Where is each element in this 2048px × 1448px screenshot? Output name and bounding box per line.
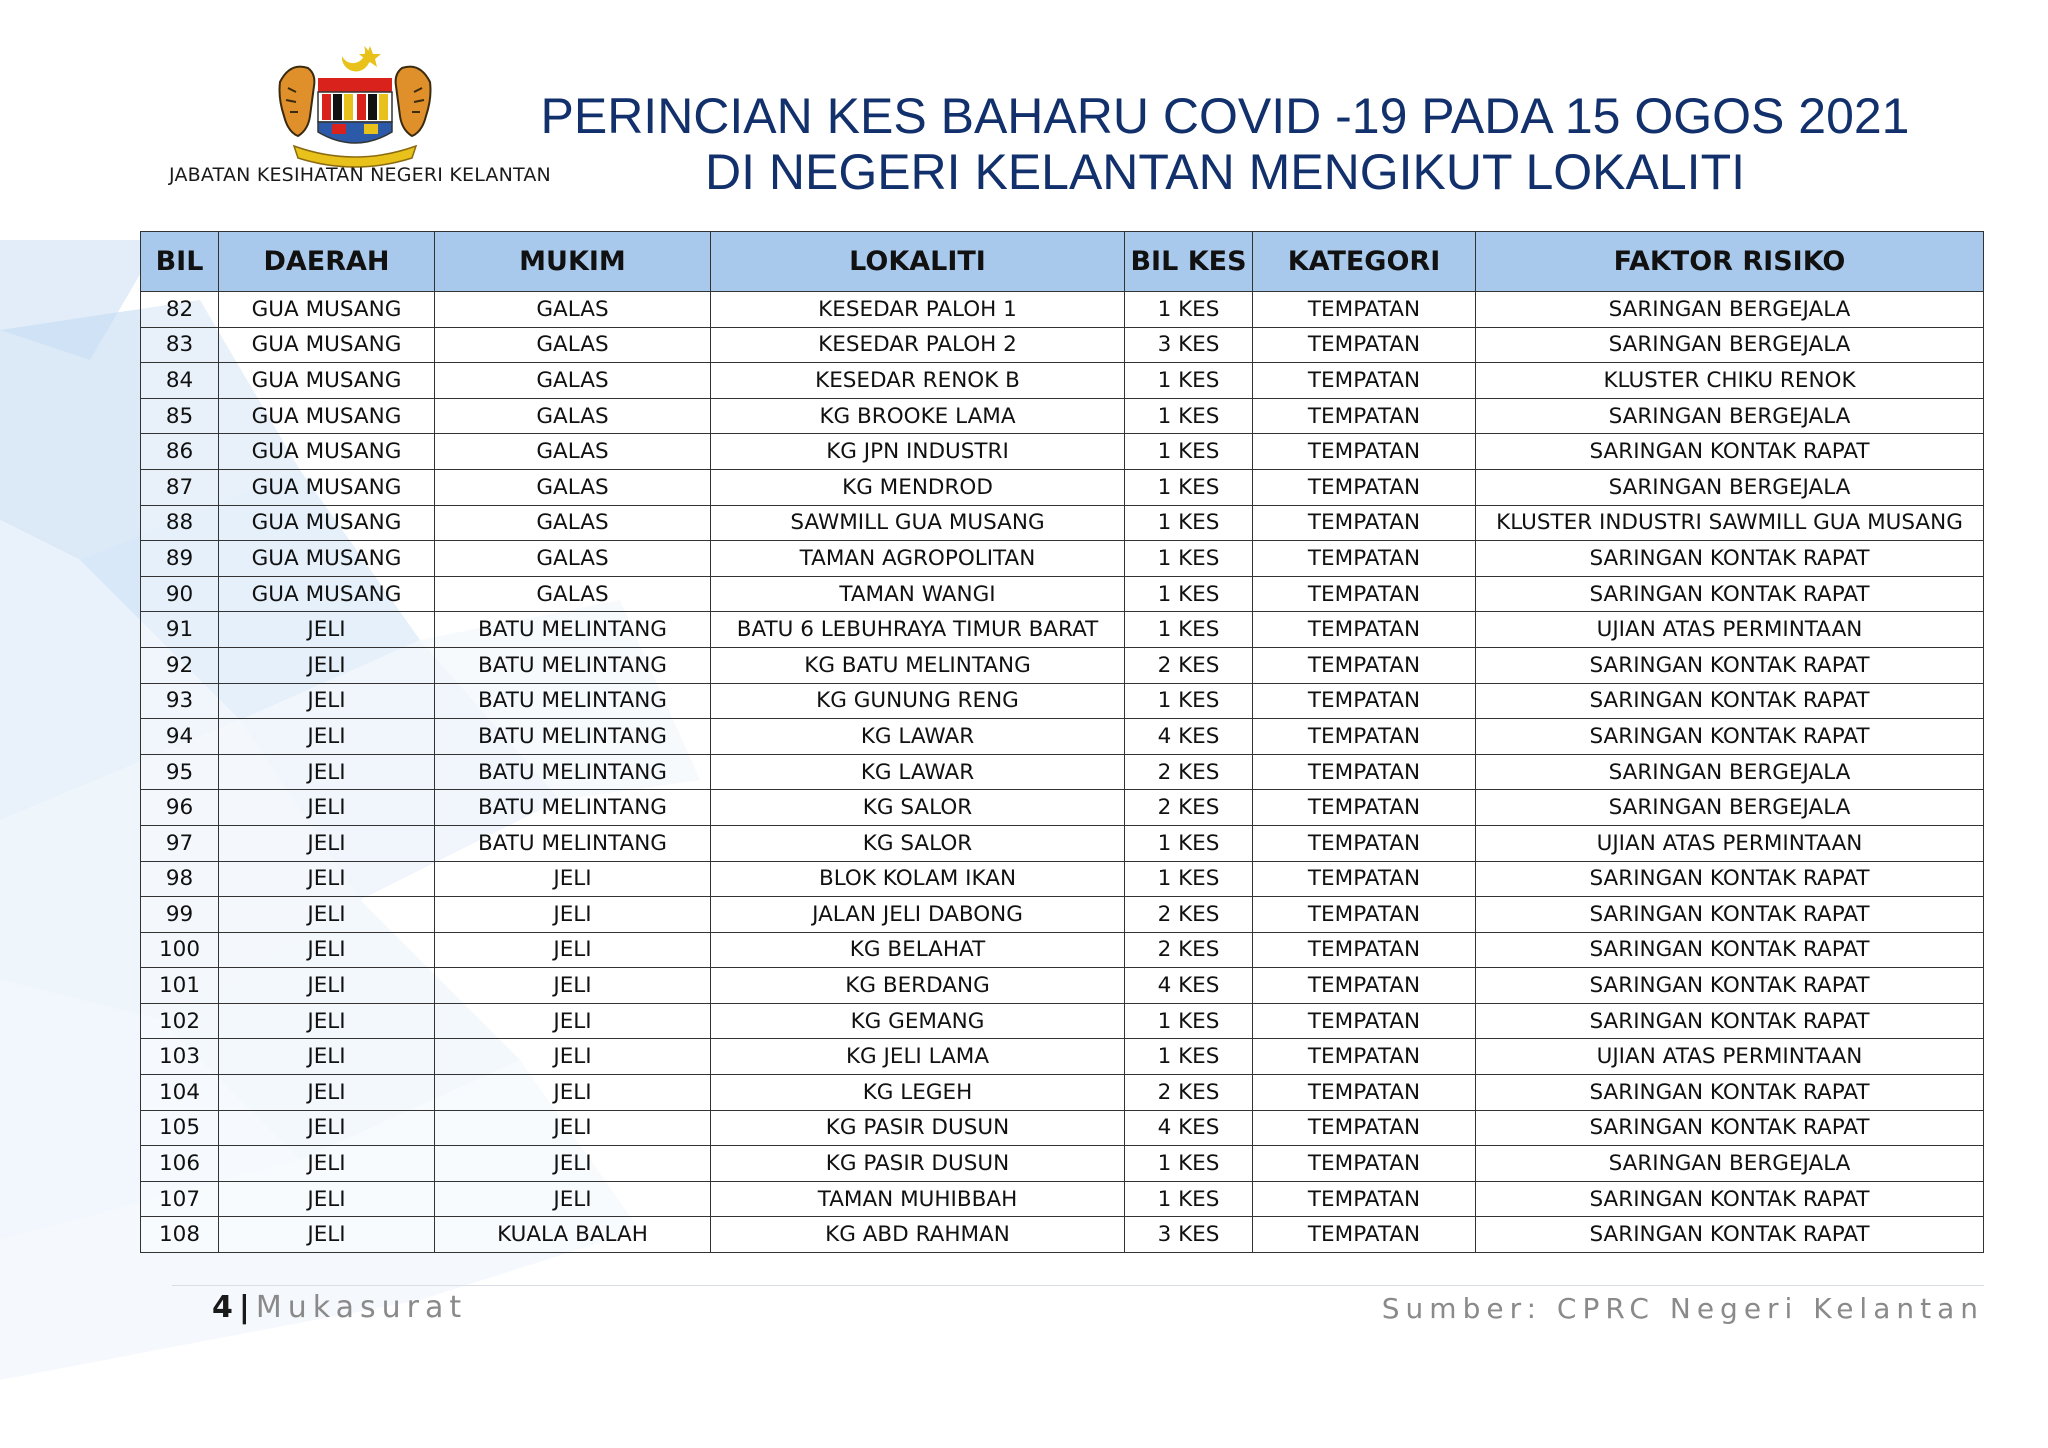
footer-divider (172, 1285, 1984, 1286)
cell-mukim: GALAS (435, 292, 711, 328)
cell-kategori: TEMPATAN (1253, 1003, 1476, 1039)
cell-bil: 89 (141, 541, 219, 577)
cell-bil-kes: 1 KES (1125, 469, 1253, 505)
table-row (141, 469, 1984, 505)
header-bil-kes: BIL KES (1125, 232, 1253, 292)
cell-kategori: TEMPATAN (1253, 825, 1476, 861)
source-credit: Sumber: CPRC Negeri Kelantan (1381, 1292, 1984, 1325)
cell-mukim: BATU MELINTANG (435, 647, 711, 683)
cell-daerah: JELI (219, 1003, 435, 1039)
table-row (141, 434, 1984, 470)
table-row (141, 825, 1984, 861)
cell-kategori: TEMPATAN (1253, 861, 1476, 897)
cell-bil: 99 (141, 897, 219, 933)
cell-lokaliti: KG SALOR (711, 825, 1125, 861)
header-kategori: KATEGORI (1253, 232, 1476, 292)
page-title (540, 88, 1910, 200)
cell-lokaliti: KG MENDROD (711, 469, 1125, 505)
cell-lokaliti: KG LAWAR (711, 719, 1125, 755)
cell-faktor-risiko: SARINGAN KONTAK RAPAT (1476, 434, 1984, 470)
cell-lokaliti: KESEDAR RENOK B (711, 363, 1125, 399)
cell-bil-kes: 2 KES (1125, 790, 1253, 826)
cell-faktor-risiko: SARINGAN KONTAK RAPAT (1476, 897, 1984, 933)
cell-bil-kes: 2 KES (1125, 932, 1253, 968)
cell-bil: 94 (141, 719, 219, 755)
cell-bil-kes: 1 KES (1125, 363, 1253, 399)
table-row (141, 1003, 1984, 1039)
cell-faktor-risiko: SARINGAN KONTAK RAPAT (1476, 1110, 1984, 1146)
cell-bil: 83 (141, 327, 219, 363)
page-label: Mukasurat (255, 1290, 468, 1325)
table-row (141, 1181, 1984, 1217)
cell-mukim: GALAS (435, 363, 711, 399)
cell-faktor-risiko: SARINGAN BERGEJALA (1476, 292, 1984, 328)
cell-lokaliti: KG PASIR DUSUN (711, 1146, 1125, 1182)
cell-daerah: JELI (219, 1110, 435, 1146)
cell-daerah: JELI (219, 1181, 435, 1217)
cell-bil: 107 (141, 1181, 219, 1217)
cell-kategori: TEMPATAN (1253, 932, 1476, 968)
cell-mukim: BATU MELINTANG (435, 719, 711, 755)
cell-kategori: TEMPATAN (1253, 327, 1476, 363)
cell-mukim: JELI (435, 1039, 711, 1075)
cell-faktor-risiko: SARINGAN KONTAK RAPAT (1476, 861, 1984, 897)
cell-faktor-risiko: SARINGAN KONTAK RAPAT (1476, 1217, 1984, 1253)
cell-daerah: GUA MUSANG (219, 398, 435, 434)
cell-lokaliti: KG JPN INDUSTRI (711, 434, 1125, 470)
page-number (212, 1290, 467, 1325)
header-mukim: MUKIM (435, 232, 711, 292)
cell-faktor-risiko: SARINGAN KONTAK RAPAT (1476, 968, 1984, 1004)
cell-bil-kes: 4 KES (1125, 719, 1253, 755)
page-number-value: 4 (212, 1290, 233, 1325)
table-row (141, 398, 1984, 434)
cell-mukim: JELI (435, 1075, 711, 1111)
table-row (141, 683, 1984, 719)
header-daerah: DAERAH (219, 232, 435, 292)
cell-bil-kes: 1 KES (1125, 398, 1253, 434)
table-row (141, 719, 1984, 755)
cell-faktor-risiko: SARINGAN BERGEJALA (1476, 1146, 1984, 1182)
cell-kategori: TEMPATAN (1253, 647, 1476, 683)
cell-bil-kes: 2 KES (1125, 754, 1253, 790)
cell-bil: 102 (141, 1003, 219, 1039)
cell-daerah: JELI (219, 647, 435, 683)
table-row (141, 1217, 1984, 1253)
cell-daerah: JELI (219, 1039, 435, 1075)
cell-mukim: BATU MELINTANG (435, 754, 711, 790)
cell-bil: 96 (141, 790, 219, 826)
cell-kategori: TEMPATAN (1253, 292, 1476, 328)
cell-bil-kes: 1 KES (1125, 1146, 1253, 1182)
cell-bil: 106 (141, 1146, 219, 1182)
cell-kategori: TEMPATAN (1253, 1146, 1476, 1182)
cell-bil-kes: 1 KES (1125, 292, 1253, 328)
cell-bil-kes: 1 KES (1125, 683, 1253, 719)
cell-bil: 100 (141, 932, 219, 968)
cell-daerah: GUA MUSANG (219, 363, 435, 399)
cell-daerah: JELI (219, 612, 435, 648)
cell-mukim: JELI (435, 1110, 711, 1146)
cell-mukim: GALAS (435, 541, 711, 577)
cell-mukim: JELI (435, 968, 711, 1004)
table-row (141, 612, 1984, 648)
cell-faktor-risiko: SARINGAN KONTAK RAPAT (1476, 541, 1984, 577)
cell-lokaliti: KG LEGEH (711, 1075, 1125, 1111)
cell-faktor-risiko: SARINGAN KONTAK RAPAT (1476, 576, 1984, 612)
cell-bil-kes: 2 KES (1125, 1075, 1253, 1111)
cell-mukim: JELI (435, 897, 711, 933)
cell-bil-kes: 1 KES (1125, 505, 1253, 541)
cell-bil: 97 (141, 825, 219, 861)
cell-mukim: JELI (435, 861, 711, 897)
table-row (141, 292, 1984, 328)
cell-lokaliti: BLOK KOLAM IKAN (711, 861, 1125, 897)
cell-daerah: JELI (219, 1075, 435, 1111)
cell-mukim: BATU MELINTANG (435, 790, 711, 826)
cell-lokaliti: KESEDAR PALOH 1 (711, 292, 1125, 328)
cell-lokaliti: KESEDAR PALOH 2 (711, 327, 1125, 363)
cell-bil-kes: 1 KES (1125, 576, 1253, 612)
cell-bil: 105 (141, 1110, 219, 1146)
table-row (141, 1146, 1984, 1182)
cell-faktor-risiko: SARINGAN KONTAK RAPAT (1476, 1003, 1984, 1039)
table-row (141, 541, 1984, 577)
cell-kategori: TEMPATAN (1253, 1110, 1476, 1146)
table-row (141, 1039, 1984, 1075)
cell-bil: 93 (141, 683, 219, 719)
cell-lokaliti: TAMAN WANGI (711, 576, 1125, 612)
cell-mukim: KUALA BALAH (435, 1217, 711, 1253)
cell-faktor-risiko: SARINGAN KONTAK RAPAT (1476, 932, 1984, 968)
cell-bil: 86 (141, 434, 219, 470)
cell-daerah: GUA MUSANG (219, 327, 435, 363)
cell-mukim: GALAS (435, 398, 711, 434)
cell-kategori: TEMPATAN (1253, 1039, 1476, 1075)
cell-kategori: TEMPATAN (1253, 1217, 1476, 1253)
cell-mukim: BATU MELINTANG (435, 683, 711, 719)
cell-bil: 104 (141, 1075, 219, 1111)
cell-kategori: TEMPATAN (1253, 469, 1476, 505)
cell-bil-kes: 3 KES (1125, 327, 1253, 363)
cell-bil-kes: 1 KES (1125, 825, 1253, 861)
cell-faktor-risiko: KLUSTER INDUSTRI SAWMILL GUA MUSANG (1476, 505, 1984, 541)
cell-daerah: JELI (219, 825, 435, 861)
cell-faktor-risiko: KLUSTER CHIKU RENOK (1476, 363, 1984, 399)
cell-lokaliti: KG JELI LAMA (711, 1039, 1125, 1075)
cell-kategori: TEMPATAN (1253, 754, 1476, 790)
cell-lokaliti: KG BROOKE LAMA (711, 398, 1125, 434)
cell-bil-kes: 4 KES (1125, 1110, 1253, 1146)
cell-faktor-risiko: SARINGAN KONTAK RAPAT (1476, 647, 1984, 683)
cell-faktor-risiko: SARINGAN BERGEJALA (1476, 398, 1984, 434)
cell-kategori: TEMPATAN (1253, 1075, 1476, 1111)
cell-bil: 85 (141, 398, 219, 434)
cell-lokaliti: KG LAWAR (711, 754, 1125, 790)
cell-mukim: GALAS (435, 327, 711, 363)
table-row (141, 327, 1984, 363)
table-row (141, 932, 1984, 968)
cell-daerah: JELI (219, 754, 435, 790)
cell-bil-kes: 1 KES (1125, 434, 1253, 470)
cell-kategori: TEMPATAN (1253, 434, 1476, 470)
cell-bil: 88 (141, 505, 219, 541)
cell-kategori: TEMPATAN (1253, 968, 1476, 1004)
coat-of-arms-logo (270, 42, 440, 168)
cell-kategori: TEMPATAN (1253, 576, 1476, 612)
cell-faktor-risiko: SARINGAN KONTAK RAPAT (1476, 683, 1984, 719)
cell-lokaliti: JALAN JELI DABONG (711, 897, 1125, 933)
cell-daerah: GUA MUSANG (219, 576, 435, 612)
cell-lokaliti: KG BERDANG (711, 968, 1125, 1004)
cell-faktor-risiko: SARINGAN BERGEJALA (1476, 327, 1984, 363)
cell-bil-kes: 4 KES (1125, 968, 1253, 1004)
header-lokaliti: LOKALITI (711, 232, 1125, 292)
cell-daerah: GUA MUSANG (219, 434, 435, 470)
table-row (141, 505, 1984, 541)
cell-mukim: GALAS (435, 469, 711, 505)
cell-daerah: JELI (219, 897, 435, 933)
cell-daerah: GUA MUSANG (219, 541, 435, 577)
table-body (141, 292, 1984, 1253)
cell-mukim: JELI (435, 1003, 711, 1039)
cell-kategori: TEMPATAN (1253, 505, 1476, 541)
cell-bil-kes: 1 KES (1125, 861, 1253, 897)
cell-bil-kes: 1 KES (1125, 541, 1253, 577)
organization-name: JABATAN KESIHATAN NEGERI KELANTAN (169, 164, 551, 186)
table-row (141, 754, 1984, 790)
page-number-separator: | (238, 1290, 250, 1325)
table-row (141, 897, 1984, 933)
cell-daerah: JELI (219, 719, 435, 755)
cell-mukim: JELI (435, 1181, 711, 1217)
cell-lokaliti: KG BATU MELINTANG (711, 647, 1125, 683)
cell-kategori: TEMPATAN (1253, 363, 1476, 399)
cell-daerah: JELI (219, 683, 435, 719)
cell-bil: 92 (141, 647, 219, 683)
cell-mukim: GALAS (435, 434, 711, 470)
cell-lokaliti: KG BELAHAT (711, 932, 1125, 968)
cell-lokaliti: KG PASIR DUSUN (711, 1110, 1125, 1146)
table-row (141, 363, 1984, 399)
cell-bil-kes: 2 KES (1125, 647, 1253, 683)
cell-bil-kes: 1 KES (1125, 1039, 1253, 1075)
cell-kategori: TEMPATAN (1253, 612, 1476, 648)
cell-faktor-risiko: UJIAN ATAS PERMINTAAN (1476, 825, 1984, 861)
cell-lokaliti: KG GUNUNG RENG (711, 683, 1125, 719)
cell-mukim: GALAS (435, 576, 711, 612)
cell-mukim: BATU MELINTANG (435, 825, 711, 861)
cell-bil: 87 (141, 469, 219, 505)
cell-kategori: TEMPATAN (1253, 790, 1476, 826)
cell-bil: 103 (141, 1039, 219, 1075)
table-row (141, 790, 1984, 826)
cell-bil: 84 (141, 363, 219, 399)
cell-bil: 98 (141, 861, 219, 897)
cell-faktor-risiko: SARINGAN BERGEJALA (1476, 469, 1984, 505)
cell-daerah: JELI (219, 790, 435, 826)
cell-faktor-risiko: UJIAN ATAS PERMINTAAN (1476, 612, 1984, 648)
cell-bil: 108 (141, 1217, 219, 1253)
table-row (141, 861, 1984, 897)
cell-lokaliti: KG SALOR (711, 790, 1125, 826)
cell-bil-kes: 1 KES (1125, 1003, 1253, 1039)
table-row (141, 1110, 1984, 1146)
cell-lokaliti: KG ABD RAHMAN (711, 1217, 1125, 1253)
cell-lokaliti: TAMAN AGROPOLITAN (711, 541, 1125, 577)
cell-kategori: TEMPATAN (1253, 398, 1476, 434)
cell-lokaliti: BATU 6 LEBUHRAYA TIMUR BARAT (711, 612, 1125, 648)
cell-bil-kes: 2 KES (1125, 897, 1253, 933)
cell-daerah: GUA MUSANG (219, 505, 435, 541)
cell-lokaliti: KG GEMANG (711, 1003, 1125, 1039)
cell-kategori: TEMPATAN (1253, 1181, 1476, 1217)
header-bil: BIL (141, 232, 219, 292)
cell-kategori: TEMPATAN (1253, 683, 1476, 719)
table-row (141, 647, 1984, 683)
cell-kategori: TEMPATAN (1253, 897, 1476, 933)
cell-faktor-risiko: SARINGAN KONTAK RAPAT (1476, 1075, 1984, 1111)
cell-kategori: TEMPATAN (1253, 719, 1476, 755)
cell-faktor-risiko: SARINGAN BERGEJALA (1476, 754, 1984, 790)
cell-bil-kes: 1 KES (1125, 1181, 1253, 1217)
cell-mukim: JELI (435, 932, 711, 968)
table-row (141, 576, 1984, 612)
table-row (141, 968, 1984, 1004)
cell-faktor-risiko: SARINGAN BERGEJALA (1476, 790, 1984, 826)
cell-kategori: TEMPATAN (1253, 541, 1476, 577)
cell-daerah: GUA MUSANG (219, 469, 435, 505)
cell-daerah: JELI (219, 968, 435, 1004)
cell-daerah: JELI (219, 861, 435, 897)
cell-mukim: JELI (435, 1146, 711, 1182)
cell-faktor-risiko: SARINGAN KONTAK RAPAT (1476, 719, 1984, 755)
cell-mukim: BATU MELINTANG (435, 612, 711, 648)
cell-bil: 95 (141, 754, 219, 790)
title-line-1: PERINCIAN KES BAHARU COVID -19 PADA 15 OGOS 2021 (540, 88, 1910, 144)
table-header-row (141, 232, 1984, 292)
cell-bil: 82 (141, 292, 219, 328)
table-row (141, 1075, 1984, 1111)
cell-daerah: GUA MUSANG (219, 292, 435, 328)
cell-mukim: GALAS (435, 505, 711, 541)
cell-daerah: JELI (219, 932, 435, 968)
cell-bil: 91 (141, 612, 219, 648)
cell-bil: 90 (141, 576, 219, 612)
cell-faktor-risiko: SARINGAN KONTAK RAPAT (1476, 1181, 1984, 1217)
title-line-2: DI NEGERI KELANTAN MENGIKUT LOKALITI (704, 144, 1746, 200)
cell-bil: 101 (141, 968, 219, 1004)
cell-daerah: JELI (219, 1217, 435, 1253)
cell-lokaliti: TAMAN MUHIBBAH (711, 1181, 1125, 1217)
cell-lokaliti: SAWMILL GUA MUSANG (711, 505, 1125, 541)
header-faktor-risiko: FAKTOR RISIKO (1476, 232, 1984, 292)
cases-table (140, 231, 1984, 1253)
cell-daerah: JELI (219, 1146, 435, 1182)
cell-bil-kes: 1 KES (1125, 612, 1253, 648)
cell-bil-kes: 3 KES (1125, 1217, 1253, 1253)
cell-faktor-risiko: UJIAN ATAS PERMINTAAN (1476, 1039, 1984, 1075)
